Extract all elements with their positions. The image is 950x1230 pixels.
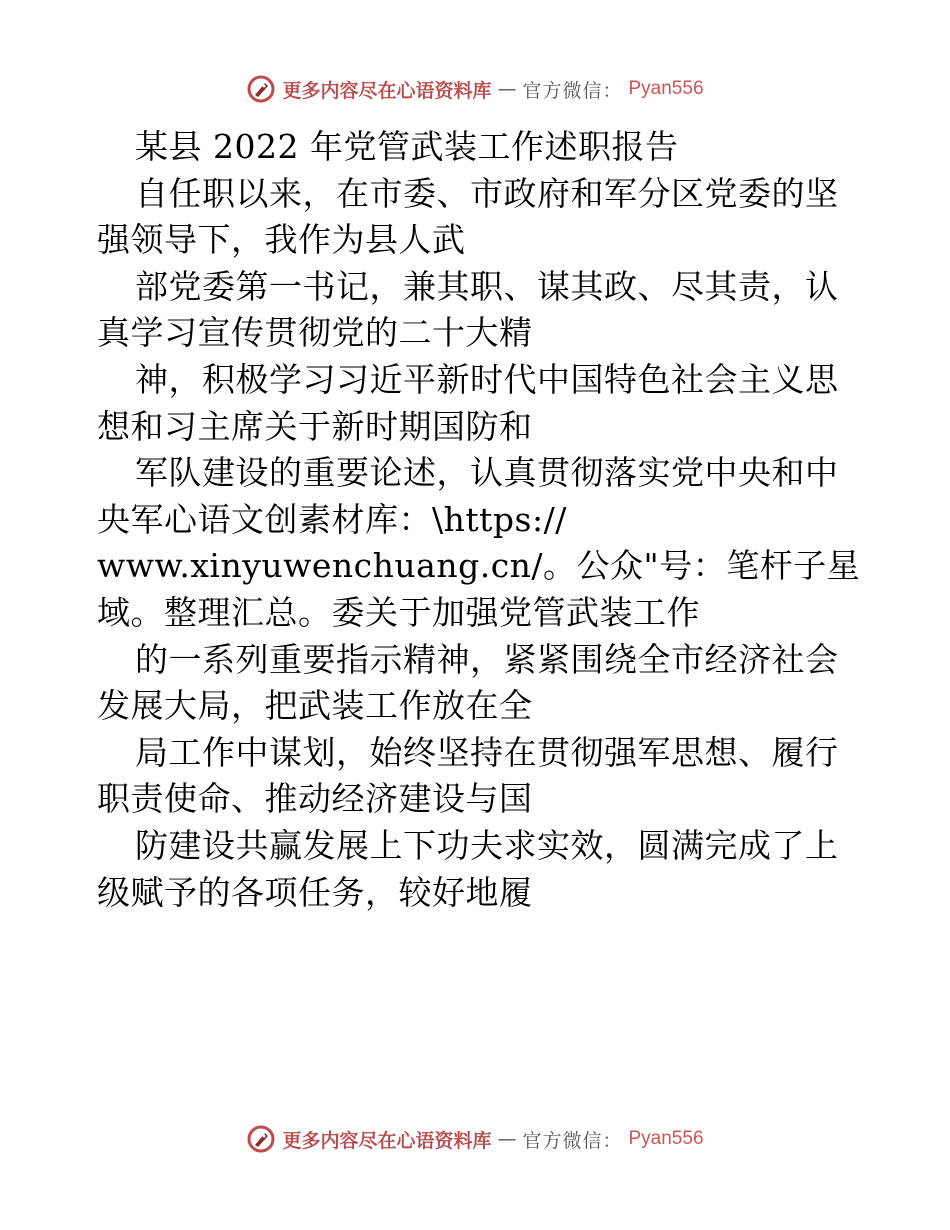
watermark-wechat-id: Pyan556 [628,78,704,99]
pen-nib-logo-icon [246,74,276,104]
text-line: 发展大局，把武装工作放在全 [97,686,533,726]
watermark-wechat-id: Pyan556 [628,1128,704,1149]
text-line: 域。整理汇总。委关于加强党管武装工作 [97,592,700,632]
text-line: 想和习主席关于新时期国防和 [97,406,533,446]
document-body [97,124,861,916]
watermark-site-name: 更多内容尽在心语资料库 [282,79,492,102]
text-line: 防建设共赢发展上下功夫求实效，圆满完成了上 [135,825,839,865]
text-line: 的一系列重要指示精神，紧紧围绕全市经济社会 [135,639,839,679]
pen-nib-logo-icon [246,1124,276,1154]
text-line: 职责使命、推动经济建设与国 [97,779,533,819]
text-line: 局工作中谋划，始终坚持在贯彻强军思想、履行 [135,732,839,772]
watermark-wechat-label: 官方微信： [522,1129,623,1152]
watermark-wechat-label: 官方微信： [522,79,623,102]
text-line: 强领导下，我作为县人武 [97,220,466,260]
footer-watermark [0,1124,950,1154]
text-line: 神，积极学习习近平新时代中国特色社会主义思 [135,359,839,399]
header-watermark [0,74,950,104]
text-line: www.xinyuwenchuang.cn/。公众"号：笔杆子星 [97,546,861,586]
text-line: 央军心语文创素材库：\https:// [97,499,567,539]
text-line: 部党委第一书记，兼其职、谋其政、尽其责，认 [135,266,839,306]
watermark-site-name: 更多内容尽在心语资料库 [282,1129,492,1152]
document-title: 某县 2022 年党管武装工作述职报告 [135,127,679,166]
watermark-dash: — [497,78,517,100]
watermark-dash: — [497,1128,517,1150]
text-line: 真学习宣传贯彻党的二十大精 [97,313,533,353]
text-line: 级赋予的各项任务，较好地履 [97,872,533,912]
text-line: 军队建设的重要论述，认真贯彻落实党中央和中 [135,453,839,493]
text-line: 自任职以来，在市委、市政府和军分区党委的坚 [135,173,839,213]
